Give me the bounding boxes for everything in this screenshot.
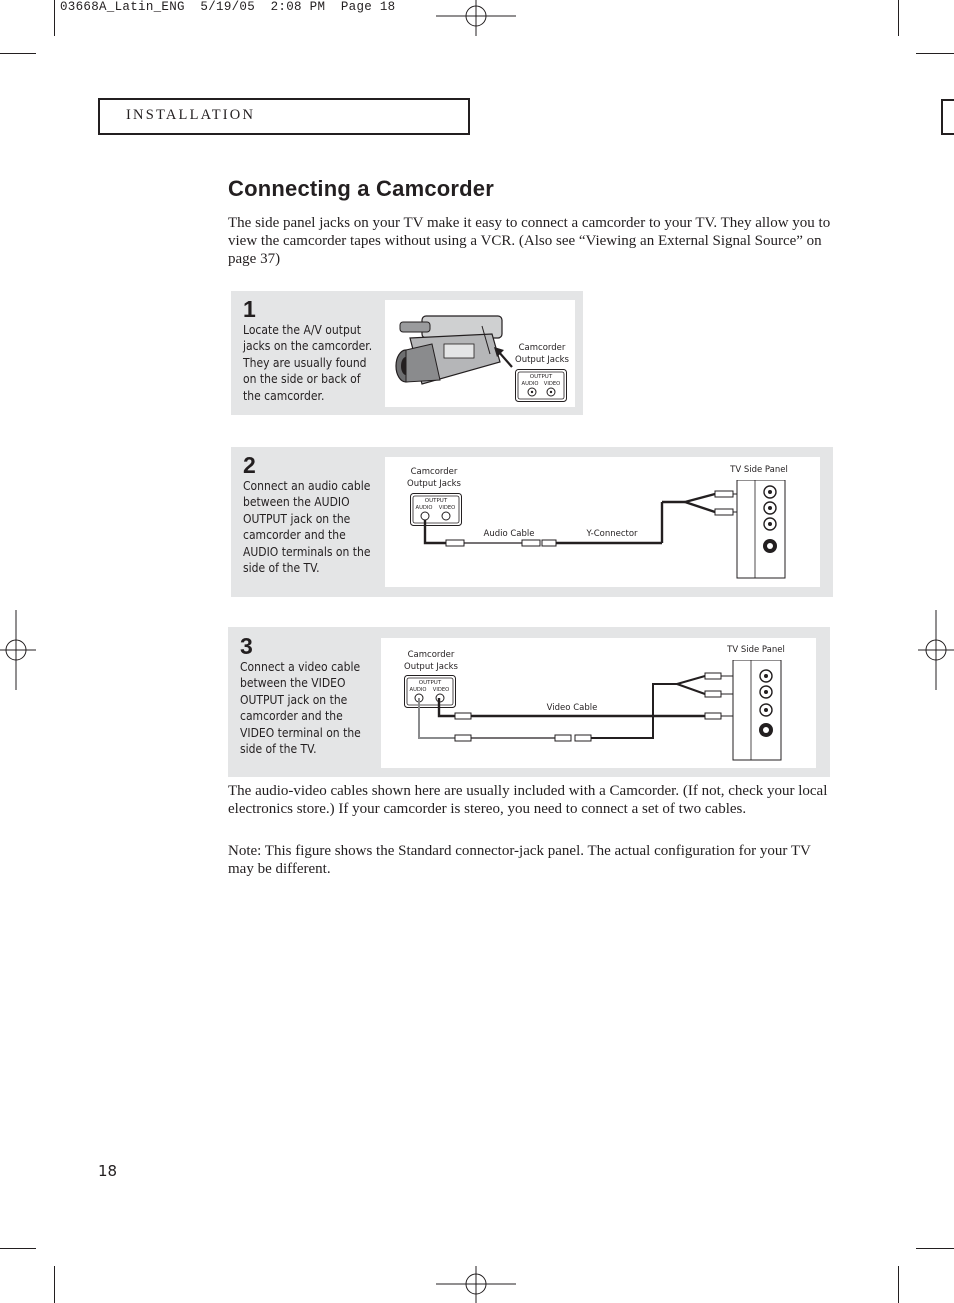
step-3-jack-output-label: OUTPUT xyxy=(418,680,442,686)
step-3-wiring xyxy=(415,660,805,764)
crop-mark xyxy=(898,1266,899,1303)
step-2-jack-audio-label: AUDIO xyxy=(415,505,433,511)
page-title: Connecting a Camcorder xyxy=(228,176,495,201)
page-number: 18 xyxy=(98,1162,118,1180)
step-2-text: Connect an audio cable between the AUDIO OUTPUT jack on the camcorder and the AUDIO terminals on the side of the TV. xyxy=(243,479,371,576)
step-2-wiring xyxy=(420,480,810,582)
section-header-label: INSTALLATION xyxy=(126,107,256,123)
step-2-tv-label: TV Side Panel xyxy=(730,465,788,475)
step-3-text: Connect a video cable between the VIDEO OUTPUT jack on the camcorder and the VIDEO terminal on the side of the TV. xyxy=(240,660,361,757)
crop-mark xyxy=(916,1248,954,1249)
crop-mark xyxy=(54,1266,55,1303)
step-2-connector-label: Y-Connector xyxy=(586,529,638,539)
registration-mark-left xyxy=(0,610,40,690)
step-3-jack-video-label: VIDEO xyxy=(432,687,450,693)
configuration-note: Note: This figure shows the Standard connector-jack panel. The actual configuration for your TV may be different. xyxy=(228,843,811,877)
jack-audio-label: AUDIO xyxy=(521,381,539,387)
crop-mark xyxy=(898,0,899,36)
print-slug: 03668A_Latin_ENG 5/19/05 2:08 PM Page 18 xyxy=(60,0,396,14)
step-1-jacks-label: Camcorder Output Jacks xyxy=(515,343,569,365)
step-2-jacks-label: Camcorder Output Jacks xyxy=(407,467,461,489)
step-2-jack-video-label: VIDEO xyxy=(438,505,456,511)
step-3-jack-audio-label: AUDIO xyxy=(409,687,427,693)
step-3-cable-label: Video Cable xyxy=(546,703,598,713)
registration-mark-bottom xyxy=(436,1266,516,1303)
step-3-jacks-label: Camcorder Output Jacks xyxy=(404,650,458,672)
jack-output-label: OUTPUT xyxy=(529,374,553,380)
step-3-number: 3 xyxy=(240,633,253,659)
output-jacks-icon xyxy=(515,369,567,402)
step-2-number: 2 xyxy=(243,452,256,478)
step-3-tv-label: TV Side Panel xyxy=(727,645,785,655)
step-1-number: 1 xyxy=(243,296,256,322)
registration-mark-top xyxy=(436,0,516,36)
registration-mark-right xyxy=(914,610,954,690)
crop-mark xyxy=(0,1248,36,1249)
jack-video-label: VIDEO xyxy=(543,381,561,387)
step-2-cable-label: Audio Cable xyxy=(483,529,535,539)
thumb-tab xyxy=(941,99,954,135)
cables-note: The audio-video cables shown here are usually included with a Camcorder. (If not, check your local electronics store.) If your camcorder is stereo, you need to connect a set of two cables. xyxy=(228,783,828,817)
intro-paragraph: The side panel jacks on your TV make it easy to connect a camcorder to your TV. They allow you to view the camcorder tapes without using a VCR. (Also see “Viewing an External Signal Source” on page 37) xyxy=(228,215,831,267)
step-1-text: Locate the A/V output jacks on the camcorder. They are usually found on the side or back of the camcorder. xyxy=(243,323,373,403)
crop-mark xyxy=(0,53,36,54)
step-2-jack-output-label: OUTPUT xyxy=(424,498,448,504)
crop-mark xyxy=(54,0,55,36)
crop-mark xyxy=(916,53,954,54)
